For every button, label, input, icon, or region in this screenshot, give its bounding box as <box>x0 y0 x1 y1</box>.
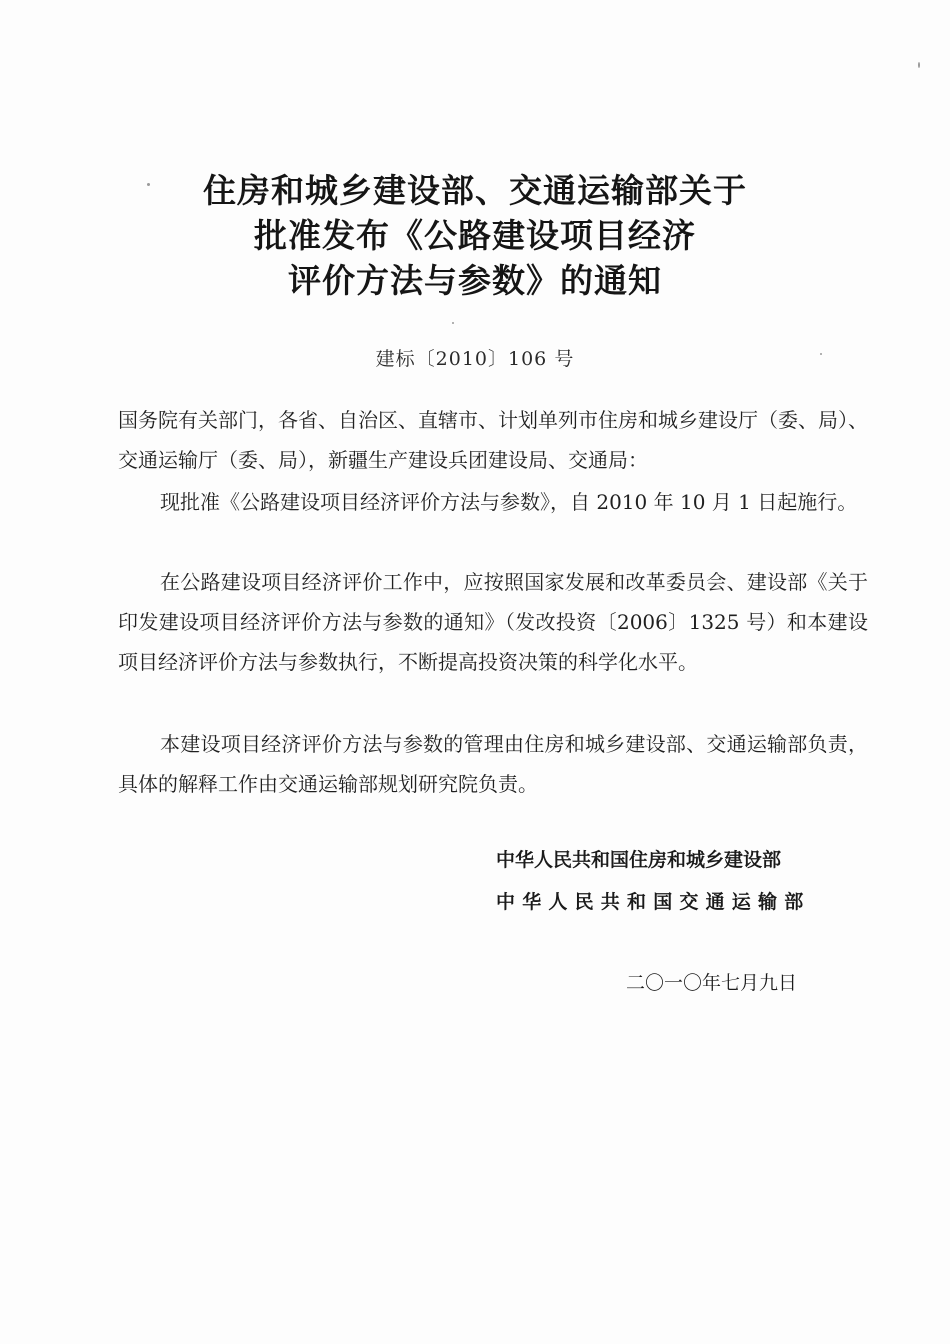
notice-title-line-2: 批准发布《公路建设项目经济 <box>254 216 696 255</box>
signatory-mot: 中华人民共和国交通运输部 <box>496 891 811 913</box>
body-paragraph-1: 现批准《公路建设项目经济评价方法与参数》，自 2010 年 10 月 1 日起施行。 <box>160 490 858 514</box>
addressee-paragraph: 国务院有关部门，各省、自治区、直辖市、计划单列市住房和城乡建设厅（委、局）、交通运输厅（委、局），新疆生产建设兵团建设局、交通局： <box>118 408 868 472</box>
body-paragraph-3: 本建设项目经济评价方法与参数的管理由住房和城乡建设部、交通运输部负责，具体的解释工作由交通运输部规划研究院负责。 <box>118 732 868 796</box>
notice-title-line-3: 评价方法与参数》的通知 <box>288 261 662 300</box>
scan-speck <box>918 62 920 68</box>
issue-date: 二〇一〇年七月九日 <box>626 972 798 994</box>
signatory-mohurd: 中华人民共和国住房和城乡建设部 <box>496 849 782 871</box>
notice-title-line-1: 住房和城乡建设部、交通运输部关于 <box>203 171 747 210</box>
document-number: 建标〔2010〕106 号 <box>375 348 575 370</box>
body-paragraph-2: 在公路建设项目经济评价工作中，应按照国家发展和改革委员会、建设部《关于印发建设项目经济评价方法与参数的通知》（发改投资〔2006〕1325 号）和本建设项目经济评价方法与参数执行，不断提高投资决策的科学化水平。 <box>118 570 868 674</box>
scan-speck <box>452 322 454 324</box>
